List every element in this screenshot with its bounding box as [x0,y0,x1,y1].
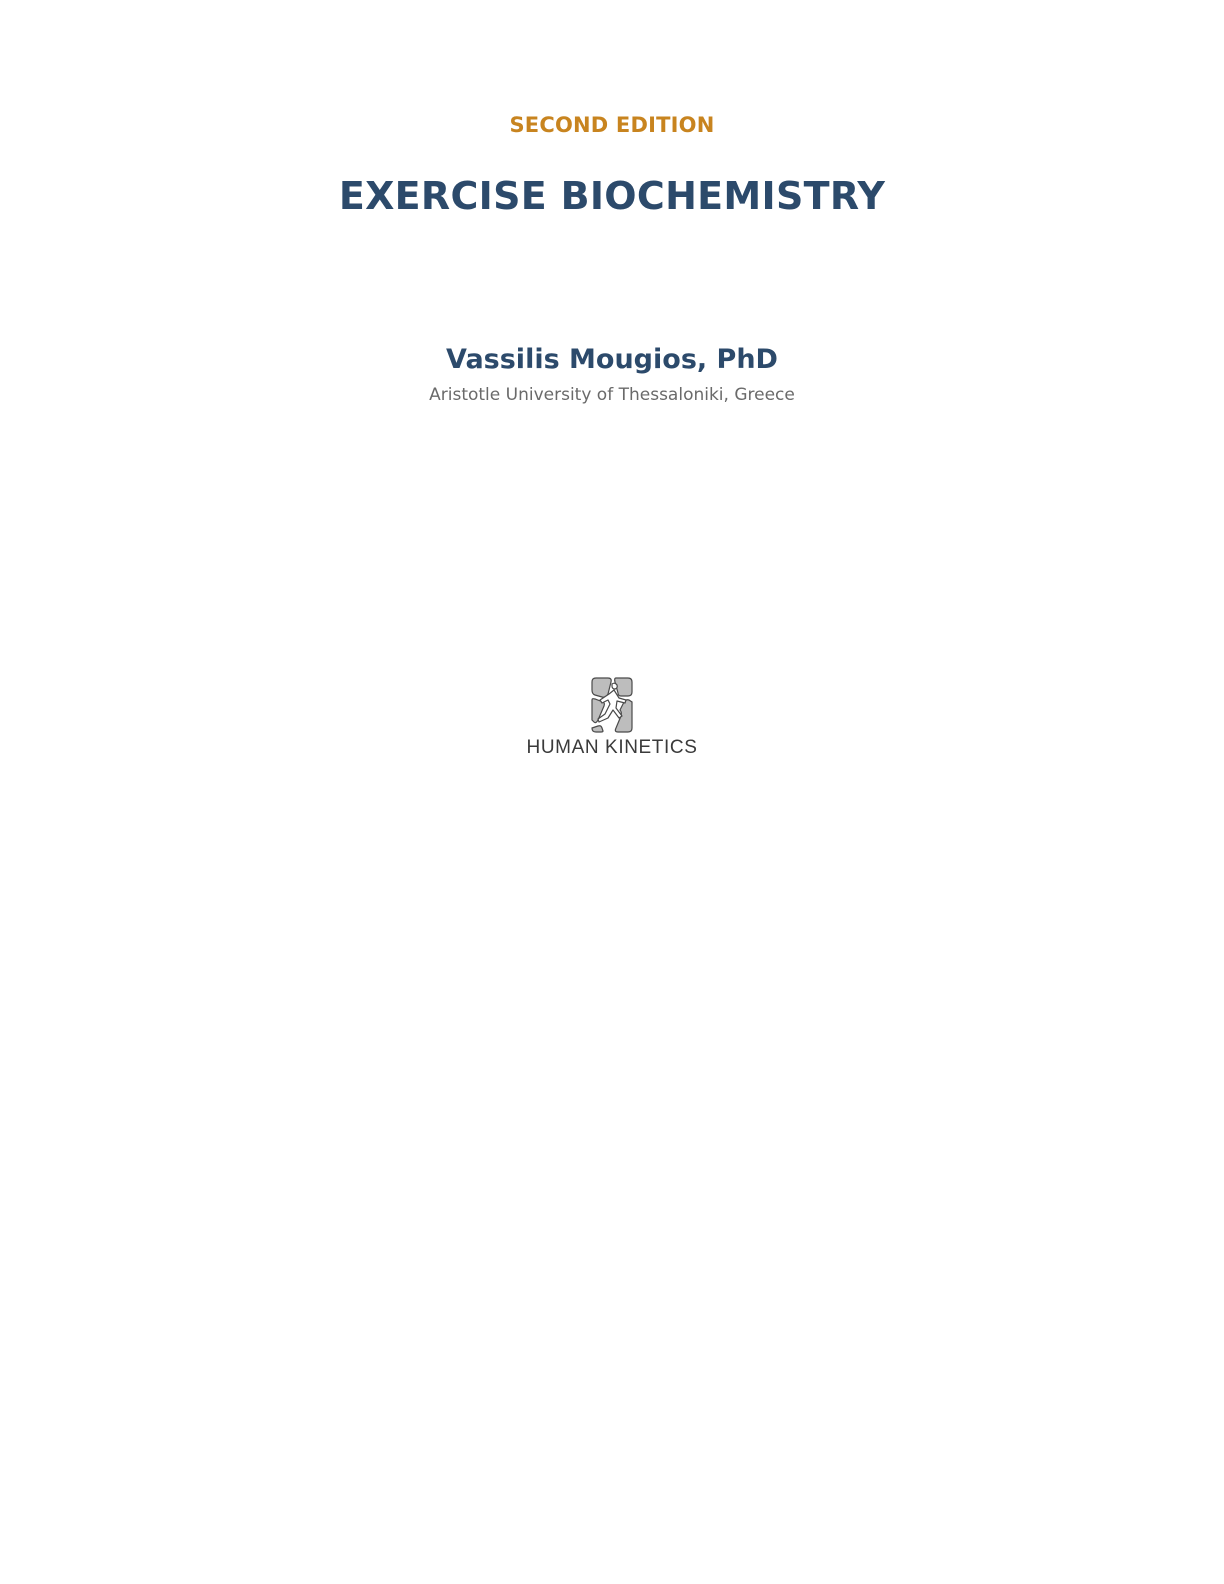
author-name: Vassilis Mougios, PhD [446,344,778,375]
running-figure-icon [588,676,636,734]
publisher-logo [0,676,1224,759]
book-title: EXERCISE BIOCHEMISTRY [338,174,886,218]
publisher-name: HUMAN KINETICS [526,737,698,758]
author-affiliation: Aristotle University of Thessaloniki, Greece [429,385,795,405]
edition-label: SECOND EDITION [509,113,715,137]
